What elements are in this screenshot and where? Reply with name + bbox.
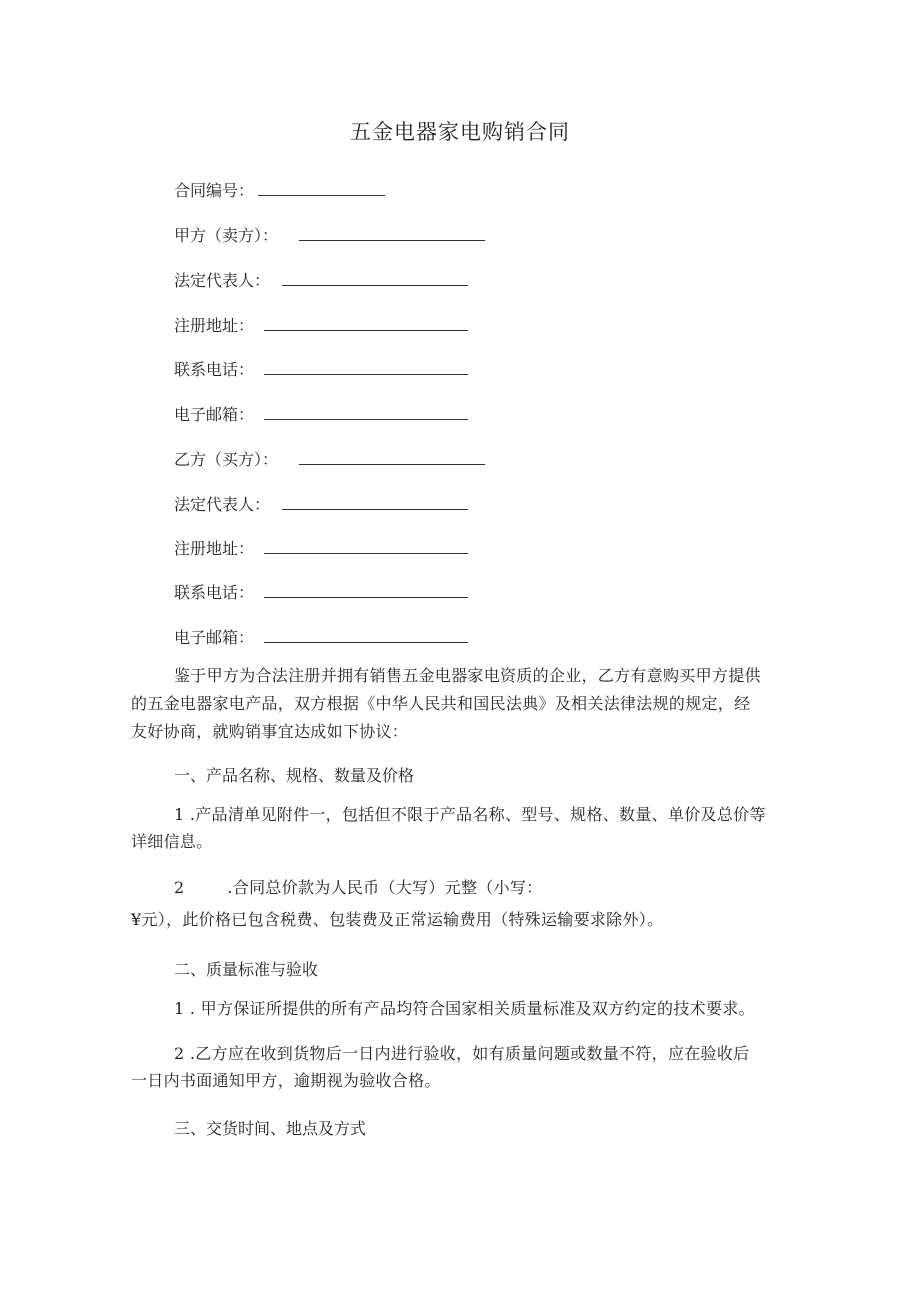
field-label: 电子邮箱： (174, 405, 255, 424)
party-a-phone-field (174, 357, 254, 380)
section-3-heading: 三、交货时间、地点及方式 (174, 1119, 367, 1138)
party-b-representative-field (174, 492, 270, 515)
blank-line[interactable] (258, 195, 385, 196)
intro-line-2: 的五金电器家电产品，双方根据《中华人民共和国民法典》及相关法律法规的规定，经 (131, 694, 751, 713)
party-b-phone-field (174, 580, 254, 603)
field-label: 乙方（买方）： (174, 450, 279, 469)
party-a-field (174, 223, 278, 246)
clause-number: 2 (174, 1044, 185, 1063)
field-label: 联系电话： (174, 360, 255, 379)
clause-number: 2 (174, 878, 185, 897)
field-label: 注册地址： (174, 539, 255, 558)
clause-text: .产品清单见附件一，包括但不限于产品名称、型号、规格、数量、单价及总价等 (189, 805, 766, 824)
clause-2-2-line-1 (174, 1040, 749, 1068)
blank-line[interactable] (264, 553, 468, 554)
party-b-email-field (174, 625, 254, 648)
section-2-heading: 二、质量标准与验收 (174, 960, 319, 979)
blank-line[interactable] (264, 597, 468, 598)
party-b-field (174, 447, 278, 470)
field-label: 法定代表人： (174, 271, 271, 290)
field-label: 法定代表人： (174, 495, 271, 514)
clause-1-1-line-2: 详细信息。 (131, 832, 213, 851)
clause-number: 1 (174, 805, 185, 824)
clause-1-2-line-1 (174, 874, 542, 902)
contract-number-field (174, 178, 254, 201)
field-label: 甲方（卖方）： (174, 226, 279, 245)
clause-number: 1 (174, 999, 185, 1018)
clause-text: . 甲方保证所提供的所有产品均符合国家相关质量标准及双方约定的技术要求。 (189, 999, 755, 1018)
field-label: 电子邮箱： (174, 628, 255, 647)
blank-line[interactable] (299, 240, 485, 241)
document-title: 五金电器家电购销合同 (350, 120, 570, 144)
blank-line[interactable] (264, 642, 468, 643)
clause-1-2-line-2: ¥元），此价格已包含税费、包装费及正常运输费用（特殊运输要求除外）。 (131, 910, 664, 929)
field-label: 联系电话： (174, 583, 255, 602)
party-a-address-field (174, 313, 254, 336)
field-label: 合同编号： (174, 181, 255, 200)
clause-2-1-line-1 (174, 995, 755, 1023)
blank-line[interactable] (282, 509, 468, 510)
blank-line[interactable] (264, 419, 468, 420)
party-b-address-field (174, 536, 254, 559)
clause-text: .乙方应在收到货物后一日内进行验收，如有质量问题或数量不符，应在验收后 (189, 1044, 750, 1063)
blank-line[interactable] (282, 285, 468, 286)
intro-line-1: 鉴于甲方为合法注册并拥有销售五金电器家电资质的企业，乙方有意购买甲方提供 (174, 666, 761, 685)
clause-1-1-line-1 (174, 801, 766, 829)
blank-line[interactable] (264, 374, 468, 375)
clause-text: .合同总价款为人民币（大写）元整（小写： (227, 878, 543, 897)
party-a-representative-field (174, 268, 270, 291)
blank-line[interactable] (299, 464, 485, 465)
clause-2-2-line-2: 一日内书面通知甲方，逾期视为验收合格。 (131, 1071, 441, 1090)
intro-line-3: 友好协商，就购销事宜达成如下协议： (131, 722, 409, 741)
field-label: 注册地址： (174, 316, 255, 335)
party-a-email-field (174, 402, 254, 425)
section-1-heading: 一、产品名称、规格、数量及价格 (174, 766, 415, 785)
blank-line[interactable] (264, 330, 468, 331)
